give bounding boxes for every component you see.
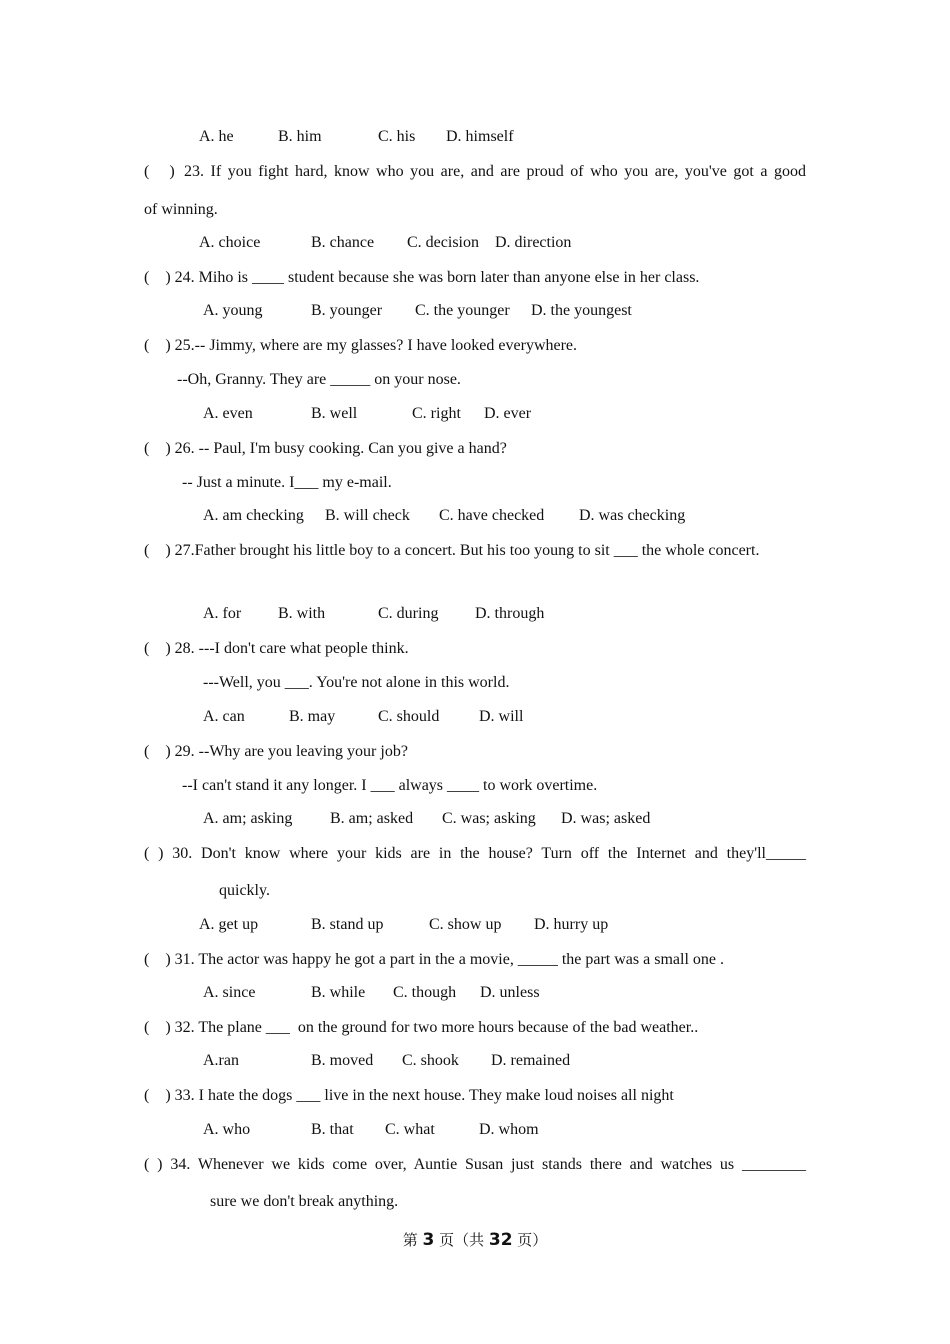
option-d: D. unless — [480, 984, 540, 1001]
option-d: D. hurry up — [534, 916, 609, 933]
option-b: B. well — [311, 405, 358, 422]
question-text: ( ) 28. ---I don't care what people think. — [144, 640, 409, 657]
option-a: A. am; asking — [203, 810, 293, 827]
question-text-cont: sure we don't break anything. — [210, 1193, 399, 1210]
question-text: ( ) 34. Whenever we kids come over, Auntie Susan just stands there and watches us ________ — [144, 1156, 806, 1173]
option-d: D. was; asked — [561, 810, 651, 827]
question-text: ( ) 24. Miho is ____ student because she was born later than anyone else in her class. — [144, 269, 700, 286]
footer-prefix: 第 — [402, 1231, 423, 1249]
option-c: C. shook — [402, 1052, 459, 1069]
option-c: C. the younger — [415, 302, 510, 319]
option-a: A. for — [203, 605, 242, 622]
option-c: C. should — [378, 708, 440, 725]
option-c: C. his — [378, 128, 416, 145]
option-b: B. am; asked — [330, 810, 414, 827]
option-b: B. that — [311, 1121, 354, 1138]
option-d: D. the youngest — [531, 302, 632, 319]
question-text: ( ) 31. The actor was happy he got a part in the a movie, _____ the part was a small one . — [144, 951, 724, 968]
reply-text: ---Well, you ___. You're not alone in this world. — [203, 674, 510, 691]
option-d: D. through — [475, 605, 545, 622]
option-a: A. am checking — [203, 507, 304, 524]
question-text: ( ) 27.Father brought his little boy to a concert. But his too young to sit ___ the whole concert. — [144, 542, 760, 559]
option-a: A. who — [203, 1121, 251, 1138]
option-a: A.ran — [203, 1052, 239, 1069]
option-d: D. remained — [491, 1052, 571, 1069]
question-text: ( ) 33. I hate the dogs ___ live in the next house. They make loud noises all night — [144, 1087, 674, 1104]
option-c: C. was; asking — [442, 810, 536, 827]
reply-text: -- Just a minute. I___ my e-mail. — [182, 474, 392, 491]
reply-text: --I can't stand it any longer. I ___ always ____ to work overtime. — [182, 777, 598, 794]
question-text: ( ) 29. --Why are you leaving your job? — [144, 743, 408, 760]
option-b: B. chance — [311, 234, 375, 251]
option-a: A. can — [203, 708, 245, 725]
option-b: B. while — [311, 984, 366, 1001]
option-b: B. stand up — [311, 916, 384, 933]
option-b: B. with — [278, 605, 326, 622]
option-d: D. will — [479, 708, 524, 725]
page-footer — [0, 1229, 950, 1250]
option-b: B. may — [289, 708, 336, 725]
option-c: C. though — [393, 984, 457, 1001]
option-c: C. decision — [407, 234, 479, 251]
option-d: D. ever — [484, 405, 532, 422]
option-b: B. moved — [311, 1052, 374, 1069]
option-c: C. during — [378, 605, 439, 622]
option-c: C. have checked — [439, 507, 545, 524]
option-b: B. will check — [325, 507, 410, 524]
option-b: B. younger — [311, 302, 383, 319]
question-text: 23. If you fight hard, know who you are, and are proud of who you are, you've got a good — [184, 163, 806, 180]
footer-suffix: 页） — [512, 1231, 548, 1249]
answer-bracket: ( ) — [144, 163, 175, 180]
question-text-cont: of winning. — [144, 201, 218, 218]
question-text: ( ) 26. -- Paul, I'm busy cooking. Can you give a hand? — [144, 440, 507, 457]
question-text: ( ) 30. Don't know where your kids are in the house? Turn off the Internet and they'll_____ — [144, 845, 806, 862]
option-a: A. since — [203, 984, 256, 1001]
option-c: C. what — [385, 1121, 435, 1138]
question-text: ( ) 25.-- Jimmy, where are my glasses? I have looked everywhere. — [144, 337, 578, 354]
option-a: A. even — [203, 405, 253, 422]
option-a: A. young — [203, 302, 263, 319]
option-c: C. right — [412, 405, 461, 422]
reply-text: --Oh, Granny. They are _____ on your nose. — [177, 371, 461, 388]
option-b: B. him — [278, 128, 322, 145]
option-a: A. he — [199, 128, 234, 145]
page-number: 3 — [422, 1230, 435, 1250]
option-c: C. show up — [429, 916, 502, 933]
question-text-cont: quickly. — [219, 882, 270, 899]
option-a: A. get up — [199, 916, 259, 933]
option-d: D. himself — [446, 128, 514, 145]
footer-middle: 页（共 — [434, 1231, 489, 1249]
option-d: D. direction — [495, 234, 572, 251]
option-d: D. whom — [479, 1121, 539, 1138]
question-text: ( ) 32. The plane ___ on the ground for two more hours because of the bad weather.. — [144, 1019, 699, 1036]
option-d: D. was checking — [579, 507, 686, 524]
total-pages: 32 — [488, 1230, 513, 1250]
option-a: A. choice — [199, 234, 261, 251]
